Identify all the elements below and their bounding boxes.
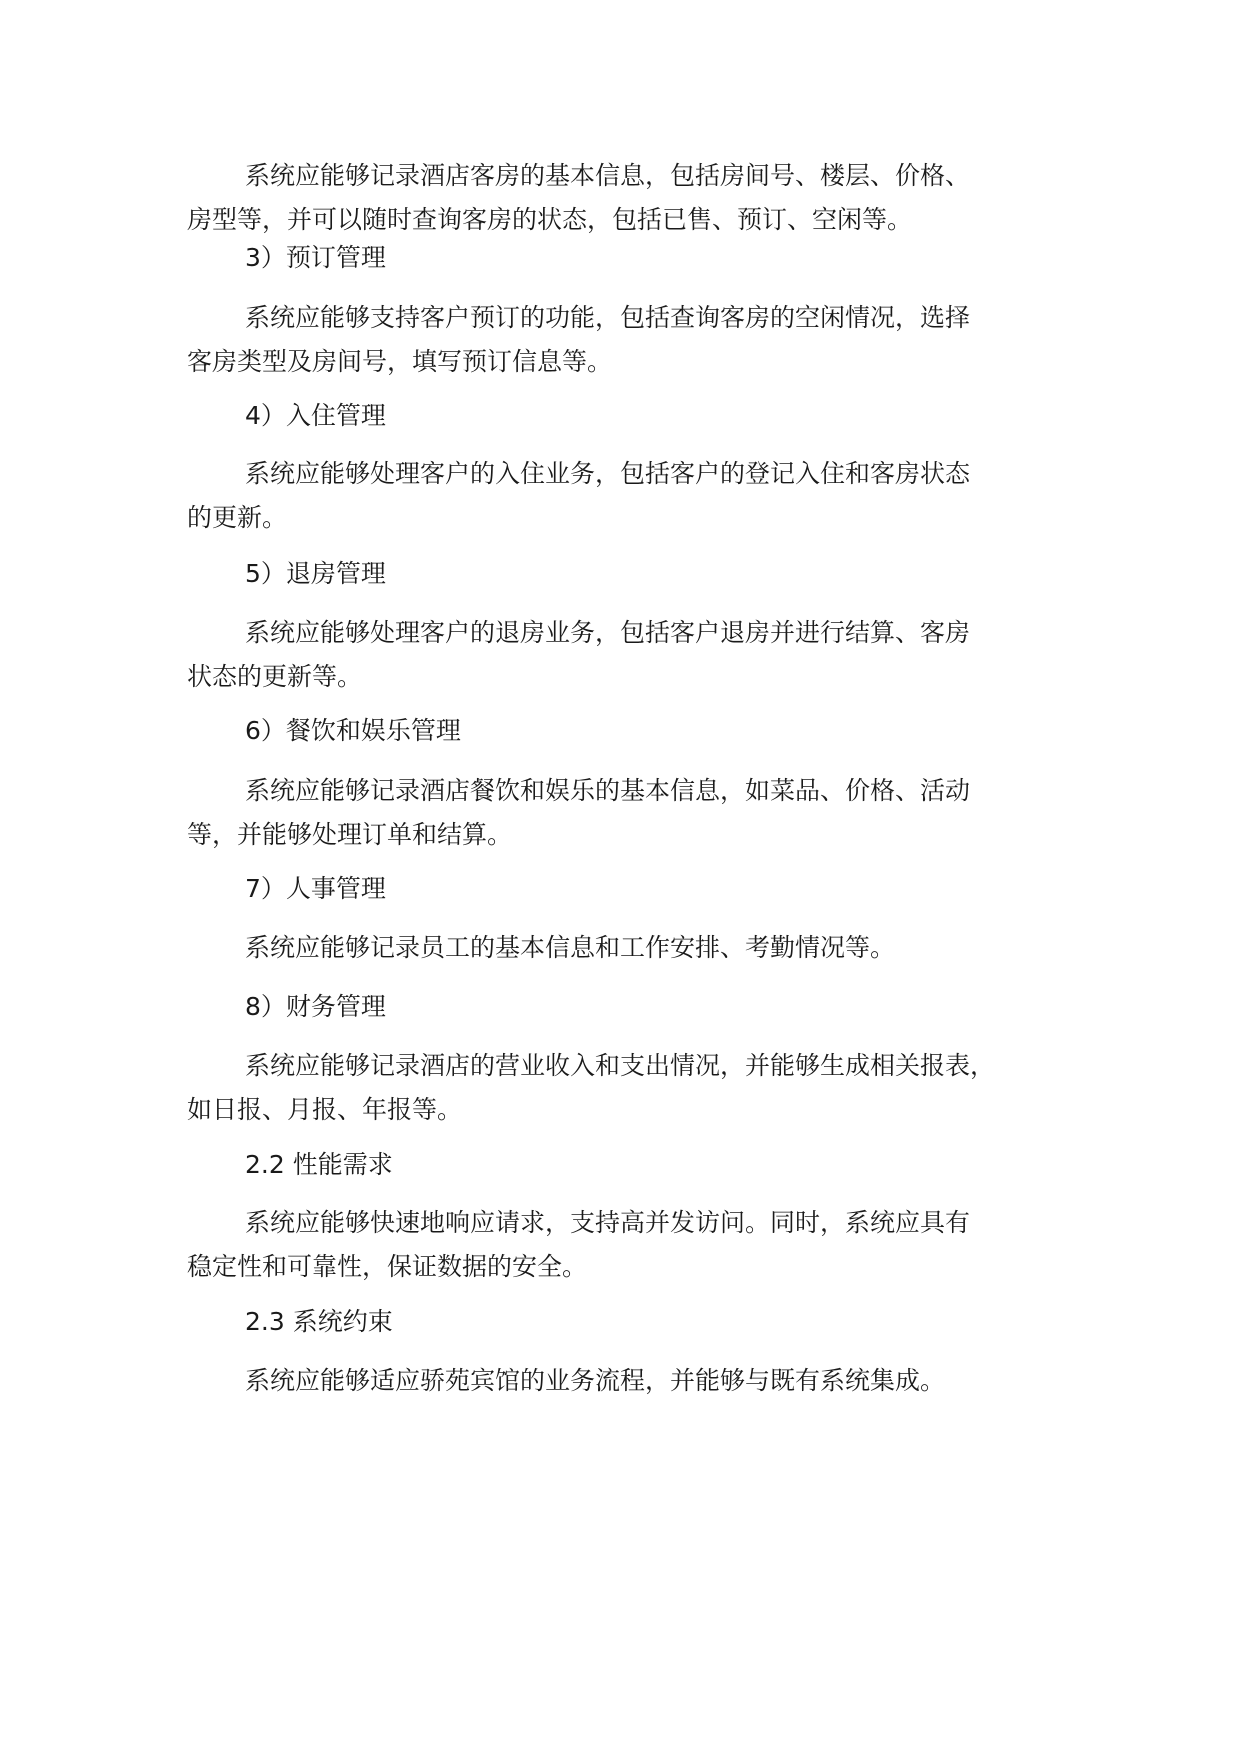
- text-line: 客房类型及房间号，填写预订信息等。: [187, 347, 613, 376]
- text-line: 系统应能够处理客户的入住业务，包括客户的登记入住和客房状态: [245, 459, 971, 488]
- heading-text: 8）财务管理: [245, 992, 386, 1021]
- paragraph-constraints: [187, 1359, 1087, 1403]
- text-line: 系统应能够适应骄苑宾馆的业务流程，并能够与既有系统集成。: [245, 1366, 946, 1395]
- text-line: 系统应能够支持客户预订的功能，包括查询客房的空闲情况，选择: [245, 303, 971, 332]
- heading-dining-entertainment-management: [187, 709, 1087, 753]
- heading-booking-management: [187, 236, 1087, 280]
- heading-text: 7）人事管理: [245, 874, 386, 903]
- paragraph-finance: [187, 1044, 1087, 1132]
- heading-text: 2.3 系统约束: [245, 1307, 393, 1336]
- heading-text: 5）退房管理: [245, 559, 386, 588]
- paragraph-checkout: [187, 611, 1087, 699]
- text-line: 等，并能够处理订单和结算。: [187, 820, 513, 849]
- text-line: 系统应能够记录酒店的营业收入和支出情况，并能够生成相关报表，: [245, 1051, 996, 1080]
- text-line: 系统应能够快速地响应请求，支持高并发访问。同时，系统应具有: [245, 1208, 971, 1237]
- text-line: 系统应能够记录员工的基本信息和工作安排、考勤情况等。: [245, 933, 896, 962]
- text-line: 系统应能够处理客户的退房业务，包括客户退房并进行结算、客房: [245, 618, 971, 647]
- heading-text: 4）入住管理: [245, 401, 386, 430]
- heading-system-constraints: [187, 1300, 1087, 1344]
- heading-finance-management: [187, 985, 1087, 1029]
- heading-checkin-management: [187, 394, 1087, 438]
- paragraph-dining-entertainment: [187, 769, 1087, 857]
- text-line: 状态的更新等。: [187, 662, 363, 691]
- text-line: 系统应能够记录酒店餐饮和娱乐的基本信息，如菜品、价格、活动: [245, 776, 971, 805]
- heading-hr-management: [187, 867, 1087, 911]
- text-line: 的更新。: [187, 503, 288, 532]
- heading-text: 2.2 性能需求: [245, 1150, 393, 1179]
- paragraph-hr: [187, 926, 1087, 970]
- heading-text: 3）预订管理: [245, 243, 386, 272]
- text-line: 系统应能够记录酒店客房的基本信息，包括房间号、楼层、价格、: [245, 161, 971, 190]
- text-line: 如日报、月报、年报等。: [187, 1095, 463, 1124]
- heading-performance-requirements: [187, 1143, 1087, 1187]
- paragraph-performance: [187, 1201, 1087, 1289]
- heading-text: 6）餐饮和娱乐管理: [245, 716, 461, 745]
- heading-checkout-management: [187, 552, 1087, 596]
- paragraph-room-info: [187, 154, 1087, 242]
- paragraph-booking: [187, 296, 1087, 384]
- text-line: 房型等，并可以随时查询客房的状态，包括已售、预订、空闲等。: [187, 205, 913, 234]
- text-line: 稳定性和可靠性，保证数据的安全。: [187, 1252, 588, 1281]
- paragraph-checkin: [187, 452, 1087, 540]
